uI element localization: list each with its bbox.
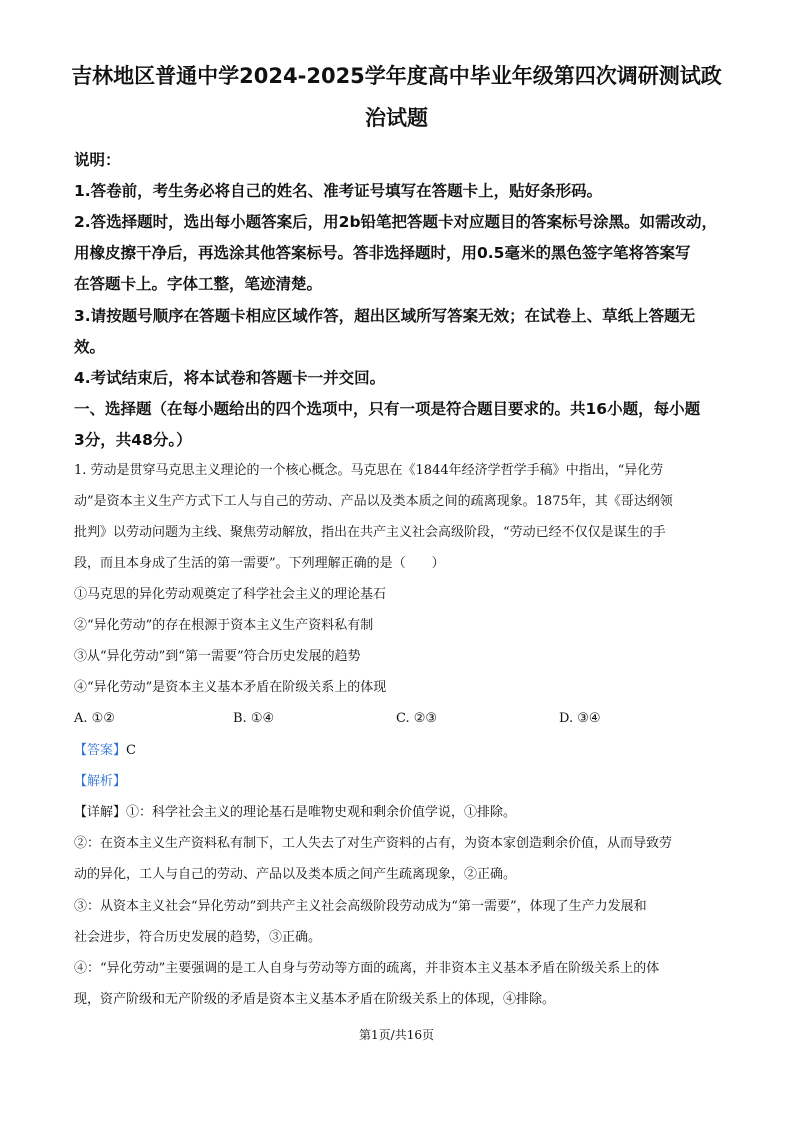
exam-title-line-1: 吉林地区普通中学2024-2025学年度高中毕业年级第四次调研测试政 — [71, 64, 722, 88]
instruction-line-5: 3.请按题号顺序在答题卡相应区域作答，超出区域所写答案无效；在试卷上、草纸上答题无 — [74, 307, 696, 325]
detail-line-5: 社会进步，符合历史发展的趋势，③正确。 — [74, 930, 322, 945]
question-stem-line-1: 1. 劳动是贯穿马克思主义理论的一个核心概念。马克思在《1844年经济学哲学手稿》中指出，“异化劳 — [74, 463, 664, 478]
instruction-line-3: 用橡皮擦干净后，再选涂其他答案标号。答非选择题时，用0.5毫米的黑色签字笔将答案写 — [74, 244, 691, 262]
instruction-line-4: 在答题卡上。字体工整，笔迹清楚。 — [74, 275, 323, 293]
instruction-line-1: 1.答卷前，考生务必将自己的姓名、准考证号填写在答题卡上，贴好条形码。 — [74, 182, 603, 200]
instruction-line-7: 4.考试结束后，将本试卷和答题卡一并交回。 — [74, 369, 386, 387]
statement-1: ①马克思的异化劳动观奠定了科学社会主义的理论基石 — [74, 587, 387, 602]
question-stem-line-2: 动”是资本主义生产方式下工人与自己的劳动、产品以及类本质之间的疏离现象。1875年，其《哥达纲领 — [74, 494, 673, 509]
option-a: A. ①② — [74, 711, 115, 726]
analysis-label: 【解析】 — [74, 774, 127, 789]
question-stem-line-3: 批判》以劳动问题为主线、聚焦劳动解放，指出在共产主义社会高级阶段，“劳动已经不仅仅是谋生的手 — [74, 525, 666, 540]
exam-title-line-2: 治试题 — [365, 106, 428, 130]
statement-2: ②“异化劳动”的存在根源于资本主义生产资料私有制 — [74, 618, 374, 633]
instruction-line-2: 2.答选择题时，选出每小题答案后，用2b铅笔把答题卡对应题目的答案标号涂黑。如需改动， — [74, 213, 718, 231]
detail-line-1: 【详解】①：科学社会主义的理论基石是唯物史观和剩余价值学说，①排除。 — [74, 805, 517, 820]
instruction-line-6: 效。 — [74, 338, 106, 356]
detail-line-7: 现，资产阶级和无产阶级的矛盾是资本主义基本矛盾在阶级关系上的体现，④排除。 — [74, 992, 556, 1007]
answer-value: C — [126, 743, 136, 758]
question-stem-line-4: 段，而且本身成了生活的第一需要”。下列理解正确的是（ ） — [74, 556, 445, 571]
instructions-heading: 说明： — [74, 151, 121, 169]
detail-line-4: ③：从资本主义社会“异化劳动”到共产主义社会高级阶段劳动成为“第一需要”，体现了生产力发展和 — [74, 899, 647, 914]
section-heading-line-2: 3分，共48分。） — [74, 431, 192, 449]
page-number-footer: 第1页/共16页 — [359, 1028, 434, 1042]
answer-label: 【答案】 — [74, 743, 127, 758]
statement-3: ③从“异化劳动”到“第一需要”符合历史发展的趋势 — [74, 649, 361, 664]
detail-line-2: ②：在资本主义生产资料私有制下，工人失去了对生产资料的占有，为资本家创造剩余价值，从而导致劳 — [74, 836, 673, 851]
detail-line-6: ④：“异化劳动”主要强调的是工人自身与劳动等方面的疏离，并非资本主义基本矛盾在阶级关系上的体 — [74, 961, 660, 976]
section-heading-line-1: 一、选择题（在每小题给出的四个选项中，只有一项是符合题目要求的。共16小题，每小题 — [74, 400, 701, 418]
detail-line-3: 动的异化，工人与自己的劳动、产品以及类本质之间产生疏离现象，②正确。 — [74, 867, 517, 882]
statement-4: ④“异化劳动”是资本主义基本矛盾在阶级关系上的体现 — [74, 680, 387, 695]
option-d: D. ③④ — [559, 711, 601, 726]
answer-line — [74, 742, 136, 760]
option-b: B. ①④ — [233, 711, 275, 726]
option-c: C. ②③ — [396, 711, 438, 726]
